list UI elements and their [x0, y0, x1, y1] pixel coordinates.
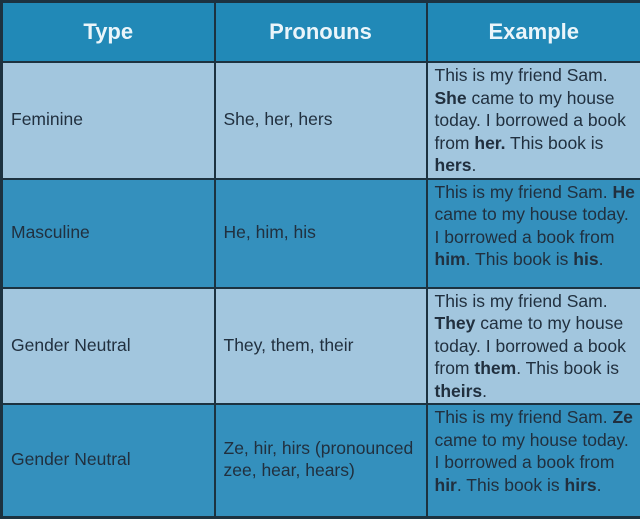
- example-segment: This is my friend Sam.: [435, 291, 608, 311]
- example-cell: [427, 179, 640, 288]
- pronouns-cell: He, him, his: [215, 179, 427, 288]
- example-segment: .: [482, 381, 487, 401]
- example-segment: came to my house today. I borrowed a book from: [435, 204, 629, 247]
- example-segment: .: [471, 155, 476, 175]
- example-segment: them: [474, 358, 516, 378]
- example-segment: him: [435, 249, 466, 269]
- example-segment: . This book is: [466, 249, 574, 269]
- example-segment: his: [573, 249, 598, 269]
- example-segment: hirs: [565, 475, 597, 495]
- pronouns-cell: Ze, hir, hirs (pronounced zee, hear, hears): [215, 404, 427, 517]
- example-segment: This is my friend Sam.: [435, 182, 613, 202]
- type-cell: Gender Neutral: [2, 288, 215, 405]
- table-body: [2, 62, 640, 517]
- header-row: [2, 2, 640, 63]
- example-cell: [427, 288, 640, 405]
- example-segment: her.: [474, 133, 505, 153]
- example-segment: .: [599, 249, 604, 269]
- example-segment: This book is: [506, 133, 604, 153]
- example-cell: [427, 62, 640, 179]
- type-cell: Masculine: [2, 179, 215, 288]
- example-segment: She: [435, 88, 467, 108]
- example-segment: hir: [435, 475, 457, 495]
- example-segment: came to my house today. I borrowed a book from: [435, 430, 629, 473]
- example-segment: .: [597, 475, 602, 495]
- type-cell: Gender Neutral: [2, 404, 215, 517]
- table-row: [2, 288, 640, 405]
- header-type: Type: [2, 2, 215, 63]
- example-segment: came to my house today. I borrowed a book from: [435, 88, 626, 153]
- example-segment: theirs: [435, 381, 483, 401]
- header-example: Example: [427, 2, 640, 63]
- table-header: [2, 2, 640, 63]
- example-segment: He: [612, 182, 634, 202]
- example-cell: [427, 404, 640, 517]
- table-row: [2, 62, 640, 179]
- example-segment: . This book is: [457, 475, 565, 495]
- example-segment: This is my friend Sam.: [435, 407, 613, 427]
- example-segment: Ze: [612, 407, 632, 427]
- example-segment: came to my house today. I borrowed a book from: [435, 313, 626, 378]
- example-segment: hers: [435, 155, 472, 175]
- type-cell: Feminine: [2, 62, 215, 179]
- example-segment: This is my friend Sam.: [435, 65, 608, 85]
- table-row: [2, 404, 640, 517]
- header-pronouns: Pronouns: [215, 2, 427, 63]
- example-segment: They: [435, 313, 476, 333]
- example-segment: . This book is: [516, 358, 619, 378]
- pronouns-cell: They, them, their: [215, 288, 427, 405]
- table-row: [2, 179, 640, 288]
- pronouns-cell: She, her, hers: [215, 62, 427, 179]
